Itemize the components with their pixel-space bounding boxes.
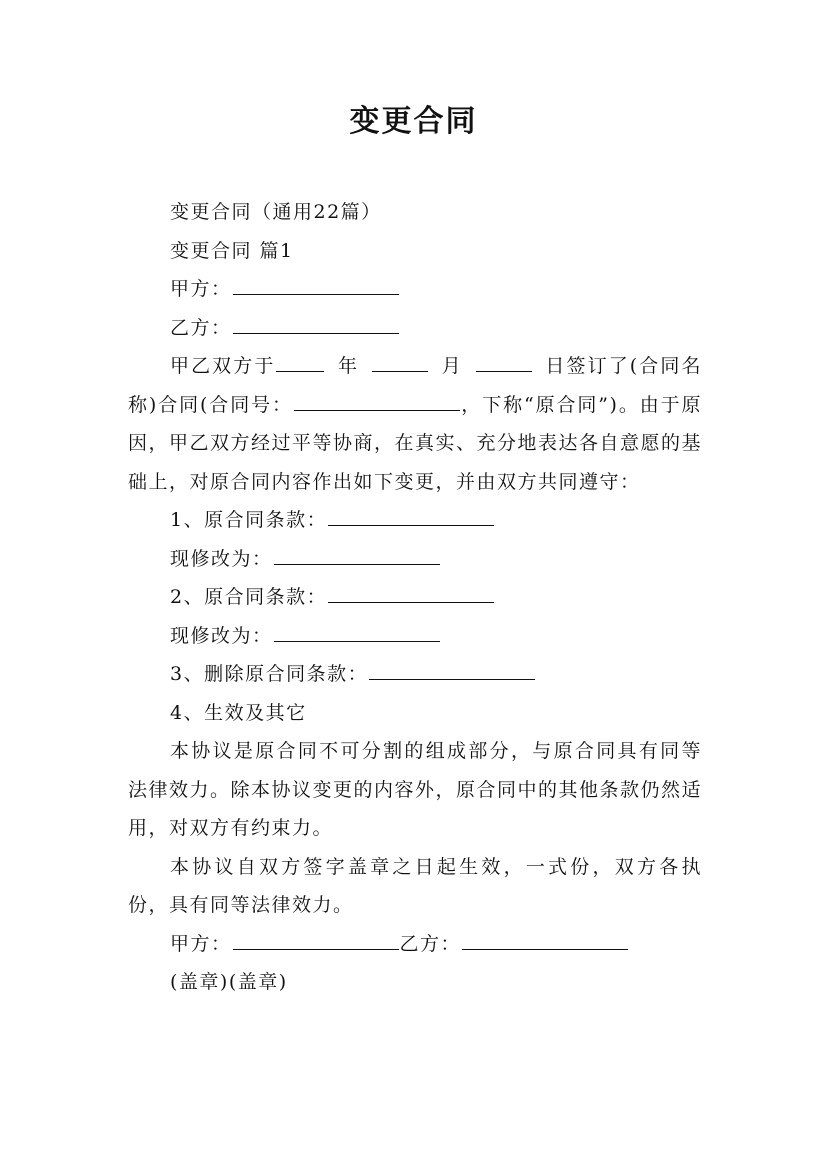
clause-3 [128, 655, 702, 694]
section-heading: 变更合同 篇1 [170, 239, 294, 262]
signature-line [128, 925, 702, 964]
clause-1-blank[interactable] [328, 524, 494, 526]
month-label: 月 [441, 355, 463, 377]
modified-1-blank[interactable] [274, 563, 440, 565]
party-b-blank[interactable] [233, 332, 399, 334]
sign-b-blank[interactable] [462, 948, 628, 950]
effect-paragraph: 本协议是原合同不可分割的组成部分，与原合同具有同等法律效力。除本协议变更的内容外，原合同中的其他条款仍然适用，对双方有约束力。 [128, 740, 703, 839]
seal-line: (盖章)(盖章) [170, 971, 288, 993]
year-blank[interactable] [276, 370, 324, 372]
clause-4: 4、生效及其它 [170, 701, 307, 724]
sign-a-label: 甲方： [170, 932, 232, 955]
clause-2 [128, 578, 702, 617]
party-a-line [128, 270, 702, 309]
modified-1 [128, 540, 702, 579]
party-b-line [128, 309, 702, 348]
clause-1-label: 1、原合同条款： [170, 509, 328, 531]
party-b-label: 乙方： [170, 316, 232, 339]
clause-3-label: 3、删除原合同条款： [170, 663, 369, 685]
intro-part1: 甲乙双方于 [170, 355, 276, 377]
party-a-label: 甲方： [170, 278, 232, 300]
intro-part2: 日签订了(合同名称)合同(合同号： [128, 355, 702, 416]
sign-paragraph: 本协议自双方签字盖章之日起生效，一式份，双方各执份，具有同等法律效力。 [128, 855, 702, 916]
document-title: 变更合同 [349, 104, 478, 139]
day-blank[interactable] [476, 370, 532, 372]
document-subtitle: 变更合同（通用22篇） [170, 201, 382, 223]
document-body [128, 193, 702, 1002]
clause-3-blank[interactable] [369, 678, 535, 680]
intro-part3: ，下称“原合同”)。由于原因，甲乙双方经过平等协商，在真实、充分地表达各自意愿的基础上，对原合同内容作出如下变更，并由双方共同遵守： [128, 393, 703, 493]
sign-a-blank[interactable] [233, 948, 399, 950]
intro-paragraph [128, 347, 702, 501]
clause-2-label: 2、原合同条款： [170, 586, 328, 608]
contract-number-blank[interactable] [294, 409, 460, 411]
clause-2-blank[interactable] [328, 601, 494, 603]
party-a-blank[interactable] [233, 293, 399, 295]
clause-1 [128, 501, 702, 540]
month-blank[interactable] [372, 370, 428, 372]
modified-2-label: 现修改为： [170, 624, 273, 647]
sign-b-label: 乙方： [399, 932, 462, 955]
modified-2 [128, 617, 702, 656]
modified-1-label: 现修改为： [170, 547, 273, 570]
modified-2-blank[interactable] [274, 640, 440, 642]
year-label: 年 [337, 355, 360, 377]
